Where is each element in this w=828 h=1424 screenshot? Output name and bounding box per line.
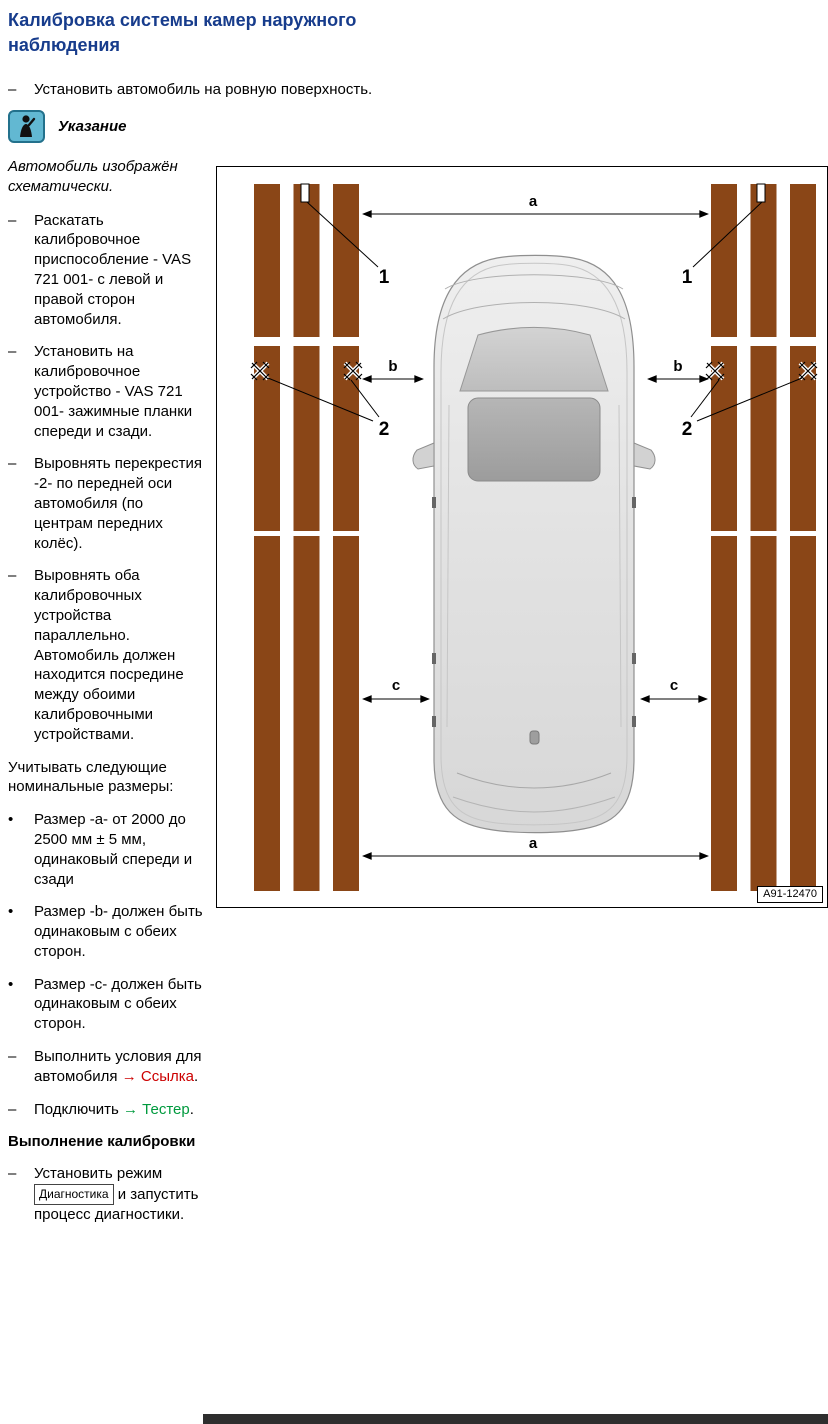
bottom-divider-bar <box>203 1414 828 1424</box>
step-vehicle-conditions <box>8 1047 204 1087</box>
note-label: Указание <box>58 118 127 135</box>
dash-marker: – <box>8 1048 17 1066</box>
bullet-marker: • <box>8 975 14 993</box>
step-text-part: Установить режим <box>34 1165 163 1183</box>
step-text: Установить на калибровочное устройство - VAS 721 001- зажимные планки спереди и сзади. <box>34 343 193 440</box>
figure-ref-code: A91-12470 <box>757 886 823 903</box>
dim-label-a-bottom: a <box>528 835 538 852</box>
bullet-text: Размер -b- должен быть одинаковым с обеих сторон. <box>34 903 203 960</box>
step-text <box>34 1164 204 1224</box>
step-text <box>34 1047 204 1087</box>
dash-marker: – <box>8 1165 17 1183</box>
left-mirror <box>413 443 434 469</box>
car-antenna <box>530 731 539 744</box>
step-connect-tester <box>8 1100 204 1120</box>
sentence-dot: . <box>193 1067 199 1085</box>
size-a-bullet <box>8 810 204 889</box>
step-text-part: и запустить процесс диагностики. <box>34 1186 199 1223</box>
size-c-bullet <box>8 975 204 1034</box>
nominal-sizes-intro: Учитывать следующие номинальные размеры: <box>8 758 174 796</box>
dash-marker: – <box>8 343 17 361</box>
callout-2-right: 2 <box>681 419 693 440</box>
car-panoramic-roof <box>468 398 600 481</box>
intro-step <box>8 80 668 100</box>
step-align-crosshairs <box>8 454 204 553</box>
step-text <box>34 1100 204 1120</box>
step-align-parallel <box>8 566 204 744</box>
calibration-figure <box>216 166 828 908</box>
intro-step-text: Установить автомобиль на ровную поверхность. <box>34 81 373 98</box>
step-clamping-strips <box>8 342 204 441</box>
note-icon <box>8 110 45 143</box>
page-title: Калибровка системы камер наружного наблюдения <box>8 10 357 56</box>
bullet-marker: • <box>8 811 14 829</box>
tester-link[interactable]: → Тестер <box>123 1100 190 1118</box>
car-windshield <box>460 328 608 392</box>
step-text: Выровнять оба калибровочных устройства параллельно. Автомобиль должен находится посредине между обоими калибровочными устройствами. <box>34 567 184 743</box>
dim-label-b-right: b <box>673 358 683 375</box>
callout-1-right: 1 <box>681 267 693 288</box>
dim-label-c-right: c <box>669 677 679 694</box>
step-text: Раскатать калибровочное приспособление - VAS 721 001- с левой и правой сторон автомобиля. <box>34 211 192 328</box>
callout-1-left: 1 <box>378 267 390 288</box>
dash-marker: – <box>8 455 17 473</box>
dash-marker: – <box>8 211 17 229</box>
vehicle-top-view <box>413 255 655 832</box>
left-column <box>8 157 204 1238</box>
calibration-diagram-svg <box>217 167 825 905</box>
bullet-text: Размер -a- от 2000 до 2500 мм ± 5 мм, одинаковый спереди и сзади <box>34 811 193 888</box>
step-text-part: Подключить <box>34 1100 119 1118</box>
calibration-heading: Выполнение калибровки <box>8 1133 196 1151</box>
step-unroll-mats <box>8 211 204 330</box>
diagnostics-mode-key: Диагностика <box>34 1184 114 1205</box>
step-diagnostics-mode <box>8 1164 204 1224</box>
size-b-bullet <box>8 902 204 961</box>
sentence-dot: . <box>189 1100 194 1118</box>
reference-link[interactable]: → Ссылка <box>121 1067 194 1085</box>
dim-label-b-left: b <box>388 358 398 375</box>
schematic-note: Автомобиль изображён схематически. <box>8 158 178 195</box>
dim-label-a-top: a <box>528 193 538 210</box>
step-text-part: Выполнить условия для автомобиля <box>34 1048 202 1085</box>
dash-marker: – <box>8 1100 17 1118</box>
bullet-text: Размер -c- должен быть одинаковым с обеих сторон. <box>34 975 202 1033</box>
callout-2-left: 2 <box>378 419 390 440</box>
dim-label-c-left: c <box>391 677 401 694</box>
step-text: Выровнять перекрестия -2- по передней оси автомобиля (по центрам передних колёс). <box>34 455 202 552</box>
dash-marker: – <box>8 81 17 98</box>
note-header <box>8 110 126 143</box>
bullet-marker: • <box>8 903 14 921</box>
right-mirror <box>634 443 655 469</box>
dash-marker: – <box>8 567 17 585</box>
